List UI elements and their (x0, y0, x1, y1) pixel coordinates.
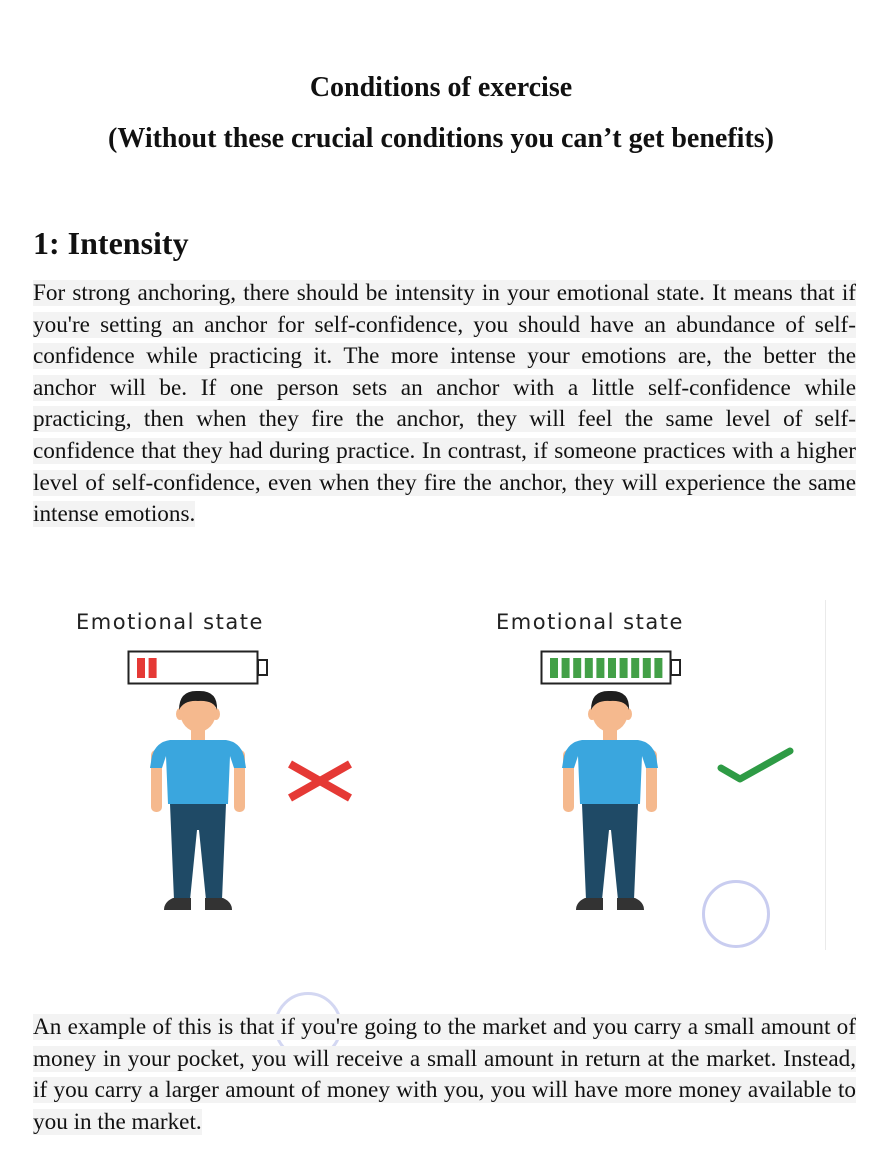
battery-cell (596, 658, 604, 678)
person-icon (148, 690, 248, 915)
intensity-paragraph (33, 278, 856, 531)
battery-cell (550, 658, 558, 678)
battery-cell (643, 658, 651, 678)
battery-cell (137, 658, 145, 678)
page-subtitle: (Without these crucial conditions you can’t get benefits) (108, 123, 774, 154)
page-title: Conditions of exercise (309, 72, 573, 103)
example-paragraph (33, 1012, 856, 1138)
battery-cell (149, 658, 157, 678)
battery-cell (585, 658, 593, 678)
full-battery-icon (540, 650, 685, 686)
person-icon (560, 690, 660, 915)
battery-cell (573, 658, 581, 678)
battery-cell (562, 658, 570, 678)
illustration-edge (825, 600, 826, 950)
battery-cell (631, 658, 639, 678)
section-heading: 1: Intensity (33, 225, 189, 261)
low-battery-icon (127, 650, 272, 686)
battery-cell (620, 658, 628, 678)
battery-cell (654, 658, 662, 678)
check-icon (718, 748, 794, 784)
paragraph-text: An example of this is that if you're going to the market and you carry a small amount of money in your pocket, you will receive a small amount in return at the market. Instead, if you carry a larger amount of money with you, you will have more money available to you in the market. (33, 1014, 856, 1135)
left-state-label: Emotional state (76, 610, 264, 634)
paragraph-text: For strong anchoring, there should be intensity in your emotional state. It means that if you're setting an anchor for self-confidence, you should have an abundance of self-confidence while practicing it. The more intense your emotions are, the better the anchor will be. If one person sets an anchor with a little self-confidence while practicing, then when they fire the anchor, they will feel the same level of self-confidence that they had during practice. In contrast, if someone practices with a higher level of self-confidence, even when they fire the anchor, they will experience the same intense emotions. (33, 280, 856, 528)
touch-indicator (702, 880, 770, 948)
cross-icon (286, 760, 354, 802)
battery-cell (608, 658, 616, 678)
right-state-label: Emotional state (496, 610, 684, 634)
